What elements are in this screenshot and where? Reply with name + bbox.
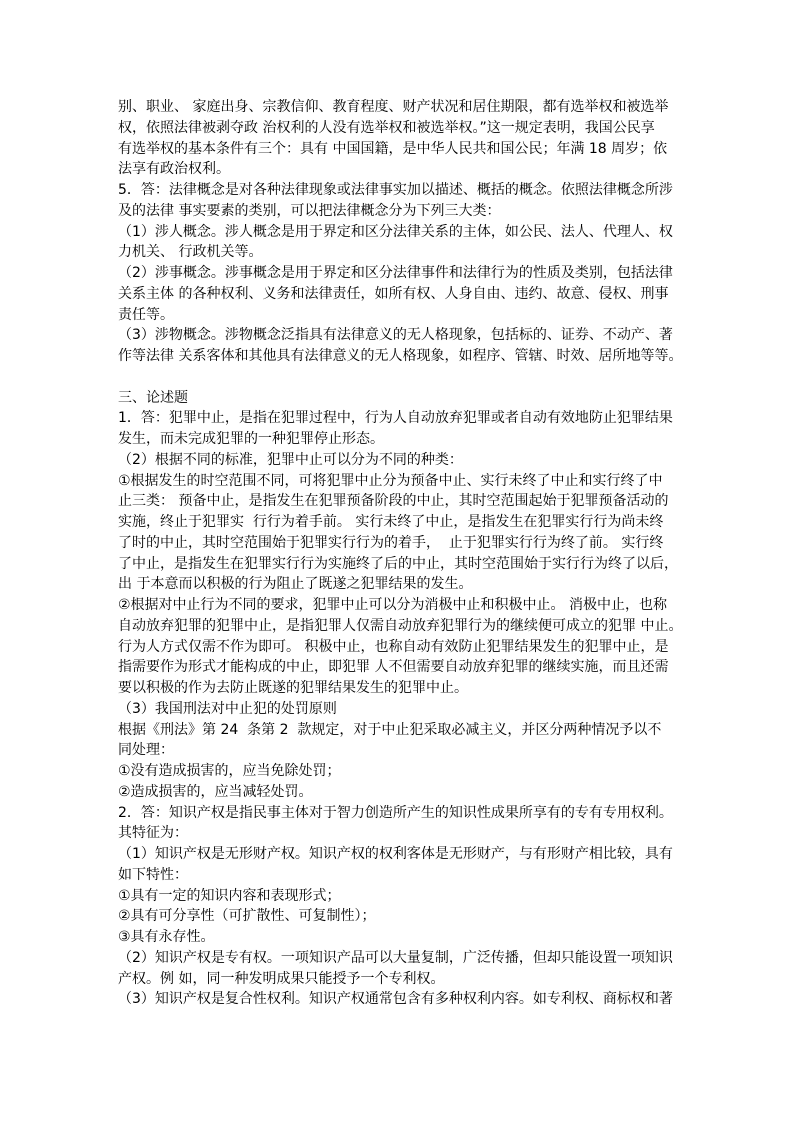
text-line: 责任等。 — [118, 306, 174, 323]
text-line: 发生，而未完成犯罪的一种犯罪停止形态。 — [118, 431, 384, 447]
text-line: （3）涉物概念。涉物概念泛指具有法律意义的无人格现象，包括标的、证券、不动产、著 — [118, 327, 673, 344]
text-line: 关系主体 的各种权利、义务和法律责任，如所有权、人身自由、违约、故意、侵权、刑事 — [118, 285, 669, 302]
text-line: （1）知识产权是无形财产权。知识产权的权利客体是无形财产，与有形财产相比较，具有 — [118, 846, 673, 862]
text-line: 法享有政治权利。 — [118, 161, 230, 178]
text-line — [118, 367, 688, 388]
text-line: 别、职业、 家庭出身、宗教信仰、教育程度、财产状况和居住期限，都有选举权和被选举 — [118, 99, 669, 115]
text-line: 2．答：知识产权是指民事主体对于智力创造所产生的知识性成果所享有的专有专用权利。 — [118, 804, 673, 821]
text-line: 实施，终止于犯罪实 行行为着手前。 实行未终了中止，是指发生在犯罪实行行为尚未终 — [118, 514, 664, 530]
text-line: 指需要作为形式才能构成的中止，即犯罪 人不但需要自动放弃犯罪的继续实施，而且还需 — [118, 659, 669, 676]
text-line: ②造成损害的，应当减轻处罚。 — [118, 783, 313, 800]
text-line: 出 于本意而以积极的行为阻止了既遂之犯罪结果的发生。 — [118, 576, 473, 593]
text-line: 根据《刑法》第 24 条第 2 款规定，对于中止犯采取必减主义，并区分两种情况予以不 — [118, 721, 662, 738]
text-line: 有选举权的基本条件有三个：具有 中国国籍，是中华人民共和国公民；年满 18 周岁；依 — [118, 140, 668, 157]
text-line: 力机关、 行政机关等。 — [118, 244, 263, 261]
text-line: 行为人方式仅需不作为即可。 积极中止，也称自动有效防止犯罪结果发生的犯罪中止，是 — [118, 638, 669, 655]
text-line: 了时的中止，其时空范围始于犯罪实行行为的着手， 止于犯罪实行行为终了前。 实行终 — [118, 534, 664, 551]
text-line: （2）根据不同的标准，犯罪中止可以分为不同的种类： — [118, 451, 463, 468]
text-line: 产权。例 如，同一种发明成果只能授予一个专利权。 — [118, 970, 445, 987]
text-line: ②具有可分享性（可扩散性、可复制性）； — [118, 908, 376, 925]
text-line: （2）涉事概念。涉事概念是用于界定和区分法律事件和法律行为的性质及类别，包括法律 — [118, 265, 673, 281]
text-line: ①具有一定的知识内容和表现形式； — [118, 887, 341, 904]
text-line: （3）知识产权是复合性权利。知识产权通常包含有多种权利内容。如专利权、商标权和著 — [118, 991, 673, 1008]
text-line: （2）知识产权是专有权。一项知识产品可以大量复制，广泛传播，但却只能设置一项知识 — [118, 949, 673, 966]
text-line: 自动放弃犯罪的犯罪中止，是指犯罪人仅需自动放弃犯罪行为的继续便可成立的犯罪 中止。 — [118, 617, 683, 634]
text-line: ①根据发生的时空范围不同，可将犯罪中止分为预备中止、实行未终了中止和实行终了中 — [118, 472, 663, 489]
section-heading: 三、论述题 — [118, 389, 188, 406]
text-line: ①没有造成损害的，应当免除处罚； — [118, 763, 341, 779]
text-line: 其特征为： — [118, 825, 188, 842]
document-page — [118, 97, 688, 1010]
text-line: （1）涉人概念。涉人概念是用于界定和区分法律关系的主体，如公民、法人、代理人、权 — [118, 223, 673, 240]
text-line: 了中止，是指发生在犯罪实行行为实施终了后的中止，其时空范围始于实行行为终了以后， — [118, 555, 678, 572]
text-line: 同处理： — [118, 742, 174, 759]
text-line: 1．答：犯罪中止，是指在犯罪过程中，行为人自动放弃犯罪或者自动有效地防止犯罪结果 — [118, 410, 673, 427]
text-line: （3）我国刑法对中止犯的处罚原则 — [118, 700, 337, 717]
text-line: ③具有永存性。 — [118, 929, 215, 945]
text-line: 作等法律 关系客体和其他具有法律意义的无人格现象，如程序、管辖、时效、居所地等等。 — [118, 348, 683, 364]
text-line: ②根据对中止行为不同的要求，犯罪中止可以分为消极中止和积极中止。 消极中止，也称 — [118, 597, 667, 613]
text-line: 如下特性： — [118, 866, 188, 883]
text-line: 权，依照法律被剥夺政 治权利的人没有选举权和被选举权。”这一规定表明，我国公民享 — [118, 119, 655, 136]
text-line: 要以积极的作为去防止既遂的犯罪结果发生的犯罪中止。 — [118, 680, 468, 696]
text-line: 及的法律 事实要素的类别，可以把法律概念分为下列三大类： — [118, 202, 501, 219]
text-line: 止三类： 预备中止，是指发生在犯罪预备阶段的中止，其时空范围起始于犯罪预备活动的 — [118, 493, 669, 510]
text-line: 5．答：法律概念是对各种法律现象或法律事实加以描述、概括的概念。依照法律概念所涉 — [118, 182, 673, 198]
